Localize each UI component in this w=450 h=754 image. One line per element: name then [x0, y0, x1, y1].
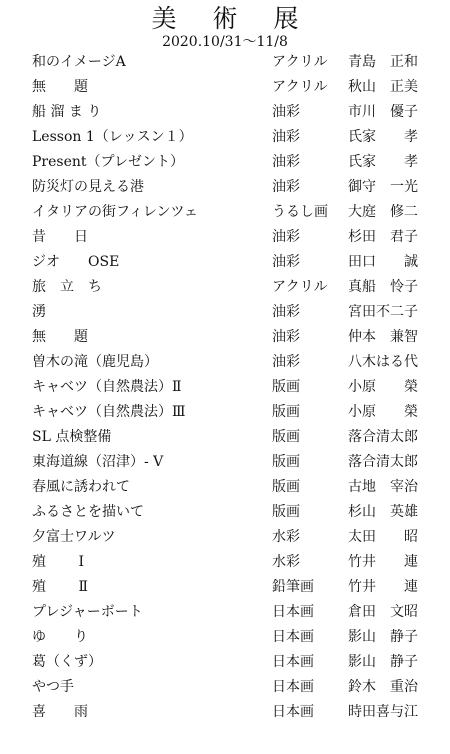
list-item — [0, 300, 450, 325]
work-title: キャベツ（自然農法）Ⅲ — [32, 404, 186, 420]
list-item — [0, 250, 450, 275]
work-medium: 版画 — [272, 479, 300, 495]
work-title: 昔 日 — [32, 229, 88, 245]
work-medium: 日本画 — [272, 629, 314, 645]
work-title: イタリアの街フィレンツェ — [32, 204, 198, 220]
artist-name: 杉山 英雄 — [348, 504, 418, 520]
artist-name: 杉田 君子 — [348, 229, 418, 245]
list-item — [0, 50, 450, 75]
work-title: 防災灯の見える港 — [32, 179, 144, 195]
artist-name: 落合清太郎 — [348, 429, 418, 445]
artist-name: 青島 正和 — [348, 54, 418, 70]
work-title: 湧 — [32, 304, 46, 320]
work-title: SL 点検整備 — [32, 429, 112, 445]
list-item — [0, 700, 450, 725]
artist-name: 落合清太郎 — [348, 454, 418, 470]
artist-name: 氏家 孝 — [348, 154, 418, 170]
work-title: 夕富士ワルツ — [32, 529, 116, 545]
work-medium: 油彩 — [272, 254, 300, 270]
artist-name: 時田喜与江 — [348, 704, 418, 720]
work-medium: 油彩 — [272, 229, 300, 245]
list-item — [0, 525, 450, 550]
work-medium: 油彩 — [272, 329, 300, 345]
list-item — [0, 125, 450, 150]
artist-name: 氏家 孝 — [348, 129, 418, 145]
work-title: 和のイメージA — [32, 54, 126, 70]
list-item — [0, 150, 450, 175]
artist-name: 鈴木 重治 — [348, 679, 418, 695]
work-medium: 日本画 — [272, 679, 314, 695]
work-medium: 版画 — [272, 404, 300, 420]
list-item — [0, 350, 450, 375]
list-item — [0, 100, 450, 125]
list-item — [0, 225, 450, 250]
work-medium: 鉛筆画 — [272, 579, 314, 595]
work-medium: 日本画 — [272, 704, 314, 720]
artist-name: 影山 静子 — [348, 654, 418, 670]
list-item — [0, 275, 450, 300]
list-item — [0, 325, 450, 350]
artist-name: 御守 一光 — [348, 179, 418, 195]
artist-name: 小原 榮 — [348, 404, 418, 420]
artist-name: 真船 怜子 — [348, 279, 418, 295]
list-item — [0, 425, 450, 450]
artist-name: 八木はる代 — [348, 354, 418, 370]
work-medium: アクリル — [272, 54, 328, 70]
list-item — [0, 550, 450, 575]
page-title: 美 術 展 — [151, 4, 313, 33]
artist-name: 倉田 文昭 — [348, 604, 418, 620]
work-medium: 日本画 — [272, 654, 314, 670]
artist-name: 秋山 正美 — [348, 79, 418, 95]
list-item — [0, 175, 450, 200]
work-medium: 版画 — [272, 429, 300, 445]
list-item — [0, 375, 450, 400]
list-item — [0, 450, 450, 475]
work-title: 無 題 — [32, 79, 88, 95]
work-medium: うるし画 — [272, 204, 328, 220]
work-title: 葛（くず） — [32, 654, 102, 670]
list-item — [0, 400, 450, 425]
work-title: 船 溜 ま り — [32, 104, 102, 120]
work-title: Present（プレゼント） — [32, 154, 184, 170]
artist-name: 竹井 連 — [348, 579, 418, 595]
work-medium: アクリル — [272, 279, 328, 295]
work-medium: 水彩 — [272, 554, 300, 570]
work-title: ジオ OSE — [32, 254, 120, 270]
work-title: 旅 立 ち — [32, 279, 102, 295]
work-medium: 版画 — [272, 504, 300, 520]
work-medium: 版画 — [272, 454, 300, 470]
list-item — [0, 675, 450, 700]
work-title: Lesson 1（レッスン１） — [32, 129, 193, 145]
work-title: ふるさとを描いて — [32, 504, 144, 520]
work-medium: 水彩 — [272, 529, 300, 545]
list-item — [0, 600, 450, 625]
artist-name: 古地 宰治 — [348, 479, 418, 495]
list-item — [0, 650, 450, 675]
work-title: 東海道線（沼津）- V — [32, 454, 164, 470]
artist-name: 大庭 修二 — [348, 204, 418, 220]
artist-name: 竹井 連 — [348, 554, 418, 570]
work-medium: 油彩 — [272, 154, 300, 170]
work-title: 曽木の滝（鹿児島） — [32, 354, 158, 370]
work-medium: 油彩 — [272, 129, 300, 145]
work-title: 春風に誘われて — [32, 479, 130, 495]
work-medium: 版画 — [272, 379, 300, 395]
works-list — [0, 50, 450, 725]
work-title: 殖 Ⅱ — [32, 579, 88, 595]
work-medium: 油彩 — [272, 104, 300, 120]
work-title: キャベツ（自然農法）Ⅱ — [32, 379, 182, 395]
work-medium: 油彩 — [272, 354, 300, 370]
work-medium: 油彩 — [272, 304, 300, 320]
list-item — [0, 75, 450, 100]
artist-name: 仲本 兼智 — [348, 329, 418, 345]
list-item — [0, 500, 450, 525]
list-item — [0, 200, 450, 225]
artist-name: 市川 優子 — [348, 104, 418, 120]
work-title: やつ手 — [32, 679, 74, 695]
work-title: プレジャーボート — [32, 604, 143, 620]
work-medium: アクリル — [272, 79, 328, 95]
exhibition-dates: 2020.10/31〜11/8 — [162, 34, 288, 50]
list-item — [0, 575, 450, 600]
artist-name: 太田 昭 — [348, 529, 418, 545]
artist-name: 影山 静子 — [348, 629, 418, 645]
work-title: ゆ り — [32, 629, 88, 645]
work-title: 殖 Ⅰ — [32, 554, 84, 570]
work-medium: 油彩 — [272, 179, 300, 195]
list-item — [0, 625, 450, 650]
work-title: 喜 雨 — [32, 704, 88, 720]
artist-name: 小原 榮 — [348, 379, 418, 395]
list-item — [0, 475, 450, 500]
work-medium: 日本画 — [272, 604, 314, 620]
artist-name: 田口 誠 — [348, 254, 418, 270]
artist-name: 宮田不二子 — [348, 304, 418, 320]
work-title: 無 題 — [32, 329, 88, 345]
